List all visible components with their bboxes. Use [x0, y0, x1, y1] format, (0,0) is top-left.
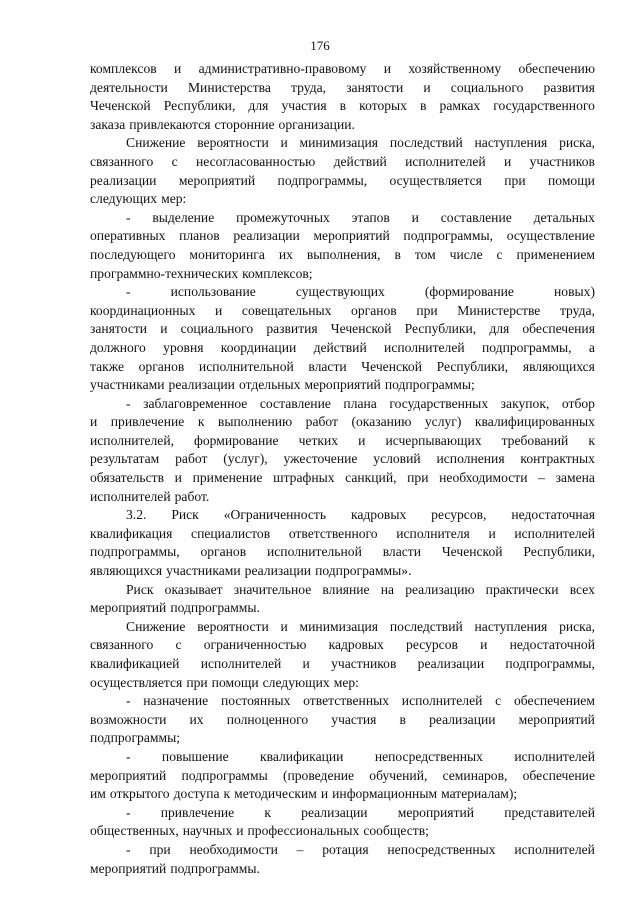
text-line: мероприятий подпрограммы. — [90, 600, 260, 616]
text-line: координационных и совещательных органов при Министерстве труда, — [90, 302, 595, 318]
text-line: Снижение вероятности и минимизация последствий наступления риска, — [126, 618, 595, 634]
text-line: обязательств и применение штрафных санкций, при необходимости – замена — [90, 470, 595, 486]
text-line: - выделение промежуточных этапов и составление детальных — [126, 209, 595, 225]
text-line: деятельности Министерства труда, занятости и социального развития — [90, 79, 595, 95]
text-line: программно-технических комплексов; — [90, 265, 313, 281]
text-line: связанного с несогласованностью действий исполнителей и участников — [90, 153, 595, 169]
text-line: реализации мероприятий подпрограммы, осуществляется при помощи — [90, 172, 595, 188]
text-line: Чеченской Республики, для участия в которых в рамках государственного — [90, 98, 595, 114]
text-line: комплексов и административно-правовому и хозяйственному обеспечению — [90, 61, 595, 76]
text-line: Риск оказывает значительное влияние на реализацию практически всех — [126, 581, 595, 597]
text-line: 3.2. Риск «Ограниченность кадровых ресурсов, недостаточная — [126, 507, 595, 523]
text-line: последующего мониторинга их выполнения, в том числе с применением — [90, 246, 595, 262]
body-text — [90, 60, 595, 878]
text-line: - назначение постоянных ответственных исполнителей с обеспечением — [126, 693, 595, 709]
text-line: являющихся участниками реализации подпрограммы». — [90, 563, 412, 579]
text-line: результатам работ (услуг), ужесточение условий исполнения контрактных — [90, 451, 595, 467]
text-line: связанного с ограниченностью кадровых ресурсов и недостаточной — [90, 637, 595, 653]
text-line: им открытого доступа к методическим и информационным материалам); — [90, 786, 518, 802]
text-line: также органов исполнительной власти Чеченской Республики, являющихся — [90, 358, 595, 374]
text-line: мероприятий подпрограммы. — [90, 860, 260, 876]
text-line: - привлечение к реализации мероприятий представителей — [126, 804, 595, 820]
text-line: исполнителей, формирование четких и исчерпывающих требований к — [90, 432, 595, 448]
text-line: - использование существующих (формирование новых) — [126, 284, 595, 300]
text-line: исполнителей работ. — [90, 488, 210, 504]
text-line: общественных, научных и профессиональных сообществ; — [90, 823, 429, 839]
text-line: заказа привлекаются сторонние организации. — [90, 116, 355, 132]
text-line: мероприятий подпрограммы (проведение обучений, семинаров, обеспечение — [90, 767, 595, 783]
text-line: осуществляется при помощи следующих мер: — [90, 674, 359, 690]
text-line: подпрограммы, органов исполнительной власти Чеченской Республики, — [90, 544, 595, 560]
text-line: - заблаговременное составление плана государственных закупок, отбор — [126, 395, 595, 411]
page-number: 176 — [310, 38, 330, 53]
text-line: участниками реализации отдельных мероприятий подпрограммы; — [90, 377, 475, 393]
text-line: подпрограммы; — [90, 730, 180, 746]
text-line: возможности их полноценного участия в реализации мероприятий — [90, 711, 595, 727]
text-line: следующих мер: — [90, 191, 187, 207]
text-line: квалификацией исполнителей и участников реализации подпрограммы, — [90, 656, 595, 671]
text-line: - повышение квалификации непосредственных исполнителей — [126, 748, 595, 764]
text-line: занятости и социального развития Чеченской Республики, для обеспечения — [90, 321, 595, 337]
text-line: - при необходимости – ротация непосредственных исполнителей — [126, 841, 595, 857]
text-line: и привлечение к выполнению работ (оказанию услуг) квалифицированных — [90, 414, 595, 430]
text-line: Снижение вероятности и минимизация последствий наступления риска, — [126, 135, 595, 151]
text-line: оперативных планов реализации мероприятий подпрограммы, осуществление — [90, 228, 595, 244]
text-line: квалификация специалистов ответственного исполнителя и исполнителей — [90, 525, 595, 541]
text-line: должного уровня координации действий исполнителей подпрограммы, а — [90, 339, 595, 355]
